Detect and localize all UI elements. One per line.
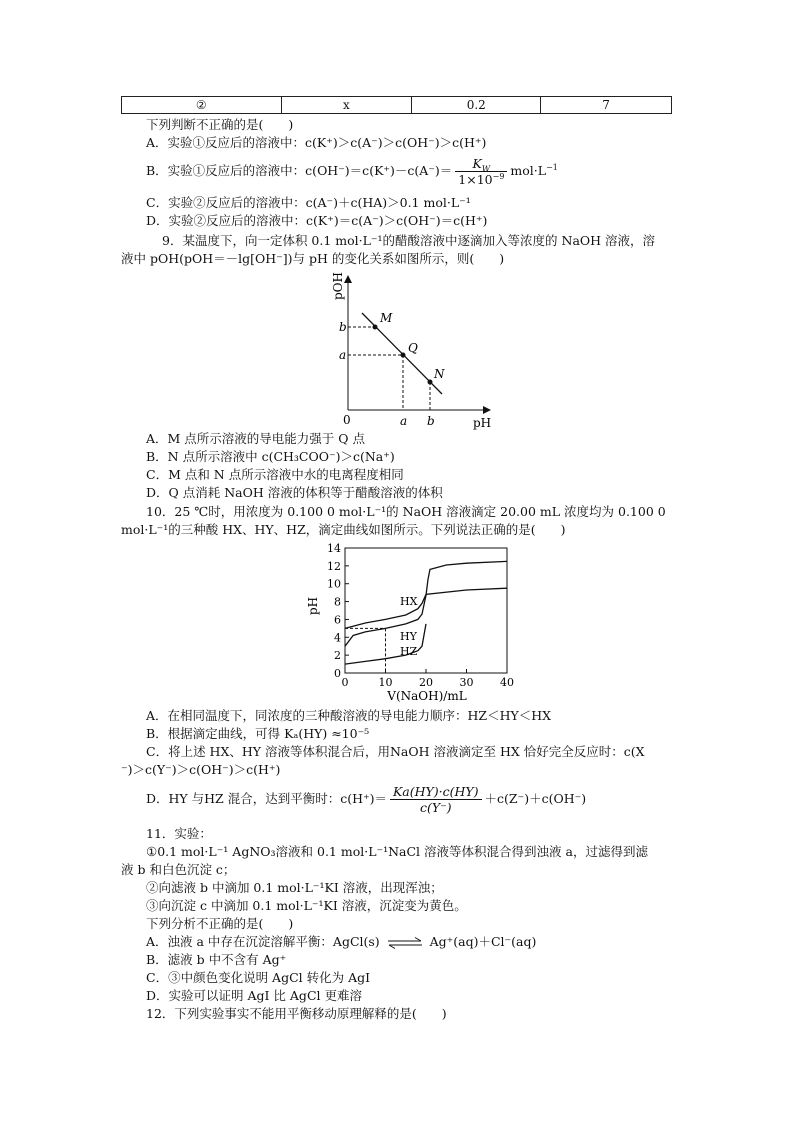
y-tick-label: 6 — [334, 613, 341, 627]
x-tick-b: b — [427, 414, 435, 428]
x-tick-a: a — [400, 414, 408, 428]
q10-option-a: A．在相同温度下，同浓度的三种酸溶液的导电能力顺序：HZ＜HY＜HX — [146, 708, 552, 723]
x-tick-label: 30 — [459, 676, 474, 689]
x-axis-label: pH — [473, 416, 492, 430]
q8-option-d: D．实验②反应后的溶液中：c(K⁺)＝c(A⁻)＞c(OH⁻)＝c(H⁺) — [146, 213, 488, 228]
unit-exponent: −1 — [546, 162, 558, 172]
x-tick-label: 10 — [378, 676, 393, 689]
point-n-label: N — [434, 367, 445, 381]
y-axis-label: pOH — [331, 272, 345, 300]
q9-stem-line2: 液中 pOH(pOH＝－lg[OH⁻])与 pH 的变化关系如图所示，则( ) — [121, 251, 505, 266]
y-tick-label: 8 — [334, 595, 341, 609]
q8-option-b-text: B．实验①反应后的溶液中：c(OH⁻)＝c(K⁺)－c(A⁻)＝ — [146, 163, 453, 178]
table-row — [122, 97, 672, 114]
q9-option-a: A．M 点所示溶液的导电能力强于 Q 点 — [146, 431, 365, 446]
x-ticks — [342, 669, 515, 689]
q11-step1-line2: 液 b 和白色沉淀 c； — [121, 862, 236, 877]
origin-label: 0 — [343, 413, 351, 427]
x-tick-label: 40 — [500, 676, 514, 689]
q11-stem: 下列分析不正确的是( ) — [146, 916, 294, 931]
unit-text: mol·L — [510, 163, 547, 178]
x-axis-label: V(NaOH)/mL — [387, 689, 467, 703]
titration-chart — [305, 538, 520, 706]
q11-option-d: D．实验可以证明 AgI 比 AgCl 更难溶 — [146, 988, 362, 1003]
q11-option-a-left: A．浊液 a 中存在沉淀溶解平衡：AgCl(s) — [146, 934, 380, 949]
kw-symbol: K — [472, 156, 482, 171]
y-tick-a: a — [339, 348, 347, 362]
q10-stem-line2: mol·L⁻¹的三种酸 HX、HY、HZ，滴定曲线如图所示。下列说法正确的是( ) — [121, 522, 566, 537]
q11-step1-line1: ①0.1 mol·L⁻¹ AgNO₃溶液和 0.1 mol·L⁻¹NaCl 溶液等体积混合得到浊液 a，过滤得到滤 — [146, 844, 648, 859]
y-tick-label: 12 — [327, 559, 341, 573]
q11-option-c: C．③中颜色变化说明 AgCl 转化为 AgI — [146, 970, 371, 985]
q11-title: 11．实验： — [146, 826, 212, 841]
plot-border — [345, 548, 507, 673]
q11-option-a-right: Ag⁺(aq)＋Cl⁻(aq) — [429, 934, 537, 949]
q10-option-b: B．根据滴定曲线，可得 Kₐ(HY) ≈10⁻⁵ — [146, 726, 370, 741]
q11-option-b: B．滤液 b 中不含有 Ag⁺ — [146, 952, 287, 967]
point-q-label: Q — [408, 341, 418, 355]
q9-stem-line1: 9．某温度下，向一定体积 0.1 mol·L⁻¹的醋酸溶液中逐滴加入等浓度的 NaOH 溶液，溶 — [162, 233, 656, 248]
fraction-denominator: 1×10 — [458, 172, 493, 187]
kw-subscript: W — [481, 164, 491, 174]
q10-option-d-text: D．HY 与HZ 混合，达到平衡时：c(H⁺)＝ — [146, 791, 387, 806]
data-table — [121, 96, 672, 114]
q11-step3: ③向沉淀 c 中滴加 0.1 mol·L⁻¹KI 溶液，沉淀变为黄色。 — [146, 898, 467, 913]
q9-option-c: C．M 点和 N 点所示溶液中水的电离程度相同 — [146, 467, 404, 482]
fraction-numerator: Ka(HY)·c(HY) — [390, 784, 482, 800]
q10-fraction — [390, 784, 482, 815]
series-label-hy: HY — [400, 629, 417, 643]
y-tick-label: 2 — [334, 649, 341, 663]
y-tick-b: b — [339, 320, 347, 334]
plot-frame — [345, 548, 507, 673]
q8-option-a: A．实验①反应后的溶液中：c(K⁺)＞c(A⁻)＞c(OH⁻)＞c(H⁺) — [146, 135, 487, 150]
q10-option-d-tail: ＋c(Z⁻)＋c(OH⁻) — [484, 791, 587, 806]
table-cell: 0.2 — [412, 97, 541, 114]
fraction-denominator: c(Y⁻) — [419, 800, 452, 815]
table-cell: x — [281, 97, 412, 114]
q10-option-d — [146, 781, 586, 817]
q8-option-b — [146, 154, 558, 188]
q9-option-b: B．N 点所示溶液中 c(CH₃COO⁻)＞c(Na⁺) — [146, 449, 395, 464]
y-tick-label: 14 — [327, 542, 341, 555]
table-cell: 7 — [541, 97, 672, 114]
series-label-hx: HX — [400, 595, 418, 609]
q11-step2: ②向滤液 b 中滴加 0.1 mol·L⁻¹KI 溶液，出现浑浊； — [146, 880, 443, 895]
q11-option-a — [146, 934, 536, 950]
y-ticks — [327, 542, 349, 680]
poh-ph-figure — [330, 268, 500, 432]
x-tick-label: 20 — [419, 676, 433, 689]
y-tick-label: 0 — [334, 667, 341, 680]
y-tick-label: 10 — [327, 577, 341, 591]
curve-hy — [345, 561, 507, 646]
table-cell: ② — [122, 97, 282, 114]
q10-option-c-line1: C．将上述 HX、HY 溶液等体积混合后，用NaOH 溶液滴定至 HX 恰好完全反应时：c(X — [146, 744, 645, 759]
q12-stem: 12．下列实验事实不能用平衡移动原理解释的是( ) — [146, 1006, 447, 1021]
point-n — [428, 380, 433, 385]
denominator-exponent: −9 — [492, 171, 505, 181]
point-q — [401, 353, 406, 358]
point-m — [373, 325, 378, 330]
q8-stem: 下列判断不正确的是( ) — [146, 117, 294, 132]
y-axis-label: pH — [306, 596, 320, 616]
curves — [345, 561, 507, 673]
equilibrium-arrow-icon — [386, 937, 424, 949]
q10-stem-line1: 10．25 ℃时，用浓度为 0.100 0 mol·L⁻¹的 NaOH 溶液滴定 20.00 mL 浓度均为 0.100 0 — [146, 504, 666, 519]
x-tick-label: 0 — [341, 676, 349, 689]
q10-option-c-line2: ⁻)＞c(Y⁻)＞c(OH⁻)＞c(H⁺) — [121, 762, 281, 777]
y-tick-label: 4 — [334, 631, 341, 645]
point-m-label: M — [380, 311, 393, 325]
q9-option-d: D．Q 点消耗 NaOH 溶液的体积等于醋酸溶液的体积 — [146, 485, 443, 500]
series-label-hz: HZ — [400, 645, 418, 659]
q8-fraction — [455, 156, 507, 187]
q8-option-c: C．实验②反应后的溶液中：c(A⁻)＋c(HA)＞0.1 mol·L⁻¹ — [146, 195, 471, 210]
